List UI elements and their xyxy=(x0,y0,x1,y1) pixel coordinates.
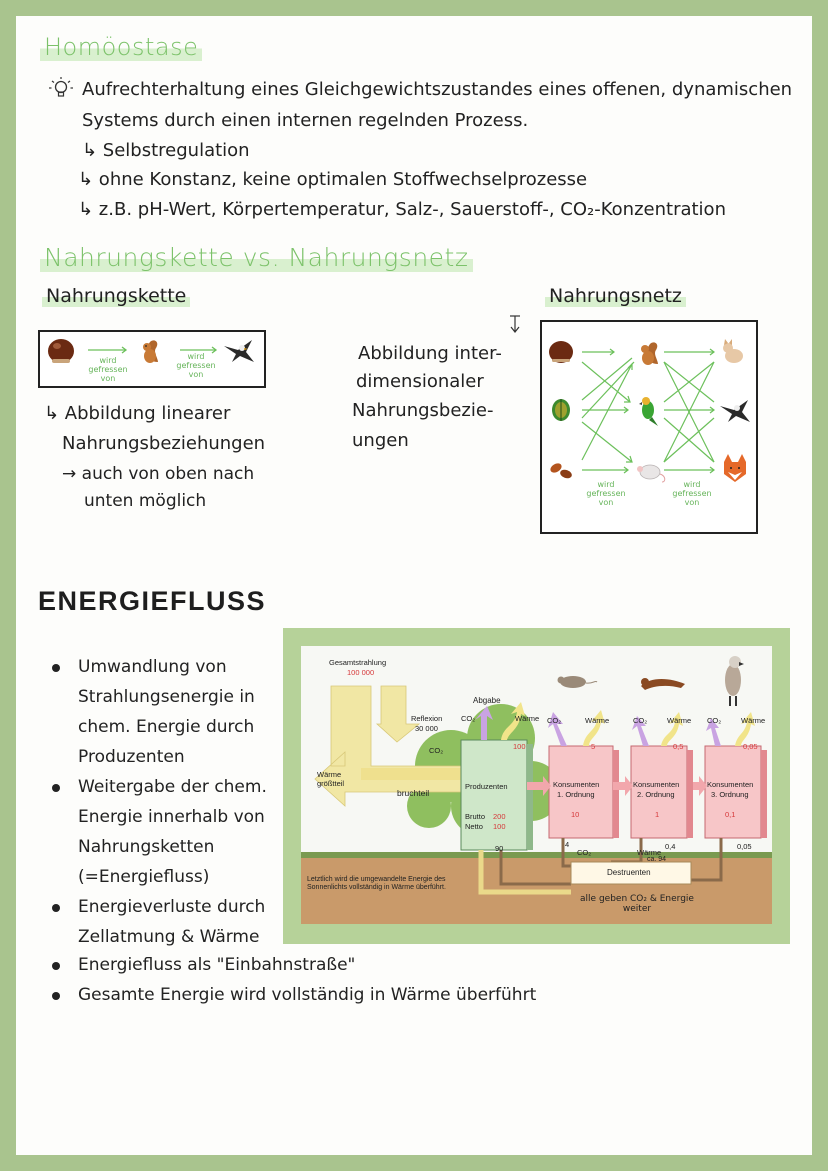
destr-waerme-label: Wärme xyxy=(637,848,662,857)
nahrungskette-diagram xyxy=(38,330,266,388)
hawk-icon xyxy=(725,656,744,706)
bullet-gesamte-energie: Gesamte Energie wird vollständig in Wärme überführt xyxy=(40,980,740,1010)
k1-waerme-label: Wärme xyxy=(585,716,610,725)
k2-loss: 0,5 xyxy=(673,742,684,751)
k1-down: 4 xyxy=(565,840,570,849)
chain-label-2: wird gefressen von xyxy=(176,352,216,379)
produzenten-box xyxy=(461,740,527,850)
energiefluss-bullets-wide xyxy=(40,950,740,1010)
gesamtstrahlung-value: 100 000 xyxy=(347,668,375,677)
prod-waerme-value: 100 xyxy=(513,742,526,751)
netz-note-2: dimensionaler xyxy=(356,371,484,392)
k3-line1: Konsumenten xyxy=(707,780,754,789)
k2-line1: Konsumenten xyxy=(633,780,680,789)
nahrungskette-title: Nahrungskette xyxy=(42,285,190,307)
homoeostase-definition-2: Systems durch einen internen regelnden Prozess. xyxy=(82,110,529,131)
reflexion-label: Reflexion xyxy=(411,714,443,723)
tree-co2-label: CO₂ xyxy=(429,746,444,755)
k1-co2-label: CO₂ xyxy=(547,716,562,725)
destruenten-note: alle geben CO₂ & Energie weiter xyxy=(580,894,694,914)
energiefluss-title: ENERGIEFLUSS xyxy=(38,586,267,616)
parrot-icon xyxy=(639,397,658,426)
k3-value: 0,1 xyxy=(725,810,736,819)
brutto-label: Brutto xyxy=(465,812,486,821)
k3-down: 0,05 xyxy=(737,842,752,851)
produzenten-label: Produzenten xyxy=(465,782,508,791)
netz-note-4: ungen xyxy=(352,430,409,451)
k1-line1: Konsumenten xyxy=(553,780,600,789)
kette-note-4: unten möglich xyxy=(84,491,207,511)
prod-co2-label: CO₂ xyxy=(461,714,476,723)
k1-line2: 1. Ordnung xyxy=(557,790,595,799)
netz-note-3: Nahrungsbezie- xyxy=(352,400,494,421)
homoeostase-point-2: ↳ ohne Konstanz, keine optimalen Stoffwechselprozesse xyxy=(78,169,588,190)
mouse-icon xyxy=(637,465,665,482)
homoeostase-point-3: ↳ z.B. pH-Wert, Körpertemperatur, Salz-, Sauerstoff-, CO₂-Konzentration xyxy=(78,199,726,220)
chestnut-icon xyxy=(48,339,74,363)
gesamtstrahlung-label: Gesamtstrahlung xyxy=(329,658,387,667)
leaves-icon xyxy=(549,462,573,480)
bruchteil-label: bruchteil xyxy=(397,788,430,798)
web-label-1: wird gefressen von xyxy=(586,480,626,507)
kette-note-2: Nahrungsbeziehungen xyxy=(62,433,266,454)
brutto-value: 200 xyxy=(493,812,506,821)
destr-co2-label: CO₂ xyxy=(577,848,592,857)
homoeostase-point-1: ↳ Selbstregulation xyxy=(82,140,250,161)
homoeostase-title: Homöostase xyxy=(40,33,202,61)
squirrel-icon xyxy=(143,340,158,363)
bullet-energieverluste: Energieverluste durch Zellatmung & Wärme xyxy=(40,892,290,952)
mouse-icon xyxy=(558,676,598,688)
bullet-weitergabe: Weitergabe der chem. Energie innerhalb von Nahrungsketten (=Energiefluss) xyxy=(40,772,290,892)
destr-value: ca. 94 xyxy=(647,856,667,863)
k2-down: 0,4 xyxy=(665,842,676,851)
chestnut-icon xyxy=(549,341,573,363)
kette-note-3: → auch von oben nach xyxy=(62,464,255,484)
k2-waerme-label: Wärme xyxy=(667,716,692,725)
netto-label: Netto xyxy=(465,822,483,831)
nahrungsnetz-title: Nahrungsnetz xyxy=(545,285,686,307)
web-label-2: wird gefressen von xyxy=(672,480,712,507)
kette-note-1: ↳ Abbildung linearer xyxy=(44,403,231,424)
k3-loss: 0,05 xyxy=(743,742,758,751)
chain-label-1: wird gefressen von xyxy=(88,356,128,383)
weasel-icon xyxy=(641,678,685,690)
squirrel-icon xyxy=(641,342,658,365)
diagram-footer: Letztlich wird die umgewandelte Energie des Sonnenlichts vollständig in Wärme überführt. xyxy=(307,876,446,891)
k3-waerme-label: Wärme xyxy=(741,716,766,725)
k2-co2-label: CO₂ xyxy=(633,716,648,725)
energiefluss-bullets xyxy=(40,652,290,952)
k1-loss: 5 xyxy=(591,742,596,751)
prod-down-value: 90 xyxy=(495,844,504,853)
destruenten-label: Destruenten xyxy=(607,868,651,877)
fox-icon xyxy=(724,454,746,482)
reflexion-value: 30 000 xyxy=(415,724,438,733)
k2-line2: 2. Ordnung xyxy=(637,790,675,799)
eagle-icon xyxy=(224,340,254,362)
lightbulb-icon xyxy=(48,76,74,102)
arrow-down-icon xyxy=(508,314,522,336)
bullet-umwandlung: Umwandlung von Strahlungsenergie in chem. Energie durch Produzenten xyxy=(40,652,290,772)
k3-line2: 3. Ordnung xyxy=(711,790,749,799)
cat-icon xyxy=(723,339,743,363)
chain-arrow-1 xyxy=(88,347,126,353)
beetle-icon xyxy=(552,399,570,421)
energiefluss-diagram xyxy=(283,628,790,944)
prod-waerme-label: Wärme xyxy=(515,714,540,723)
abgabe-label: Abgabe xyxy=(473,696,501,705)
k3-co2-label: CO₂ xyxy=(707,716,722,725)
bullet-einbahnstrasse: Energiefluss als "Einbahnstraße" xyxy=(40,950,740,980)
waerme-groesstteil-label: Wärme größtteil xyxy=(317,770,345,788)
netto-value: 100 xyxy=(493,822,506,831)
nahrung-title: Nahrungskette vs. Nahrungsnetz xyxy=(40,243,473,272)
k1-value: 10 xyxy=(571,810,580,819)
eagle-icon xyxy=(720,400,750,422)
nahrungsnetz-diagram xyxy=(540,320,758,534)
netz-note-1: Abbildung inter- xyxy=(358,343,502,364)
k2-value: 1 xyxy=(655,810,660,819)
homoeostase-definition-1: Aufrechterhaltung eines Gleichgewichtszustandes eines offenen, dynamischen xyxy=(82,79,793,100)
